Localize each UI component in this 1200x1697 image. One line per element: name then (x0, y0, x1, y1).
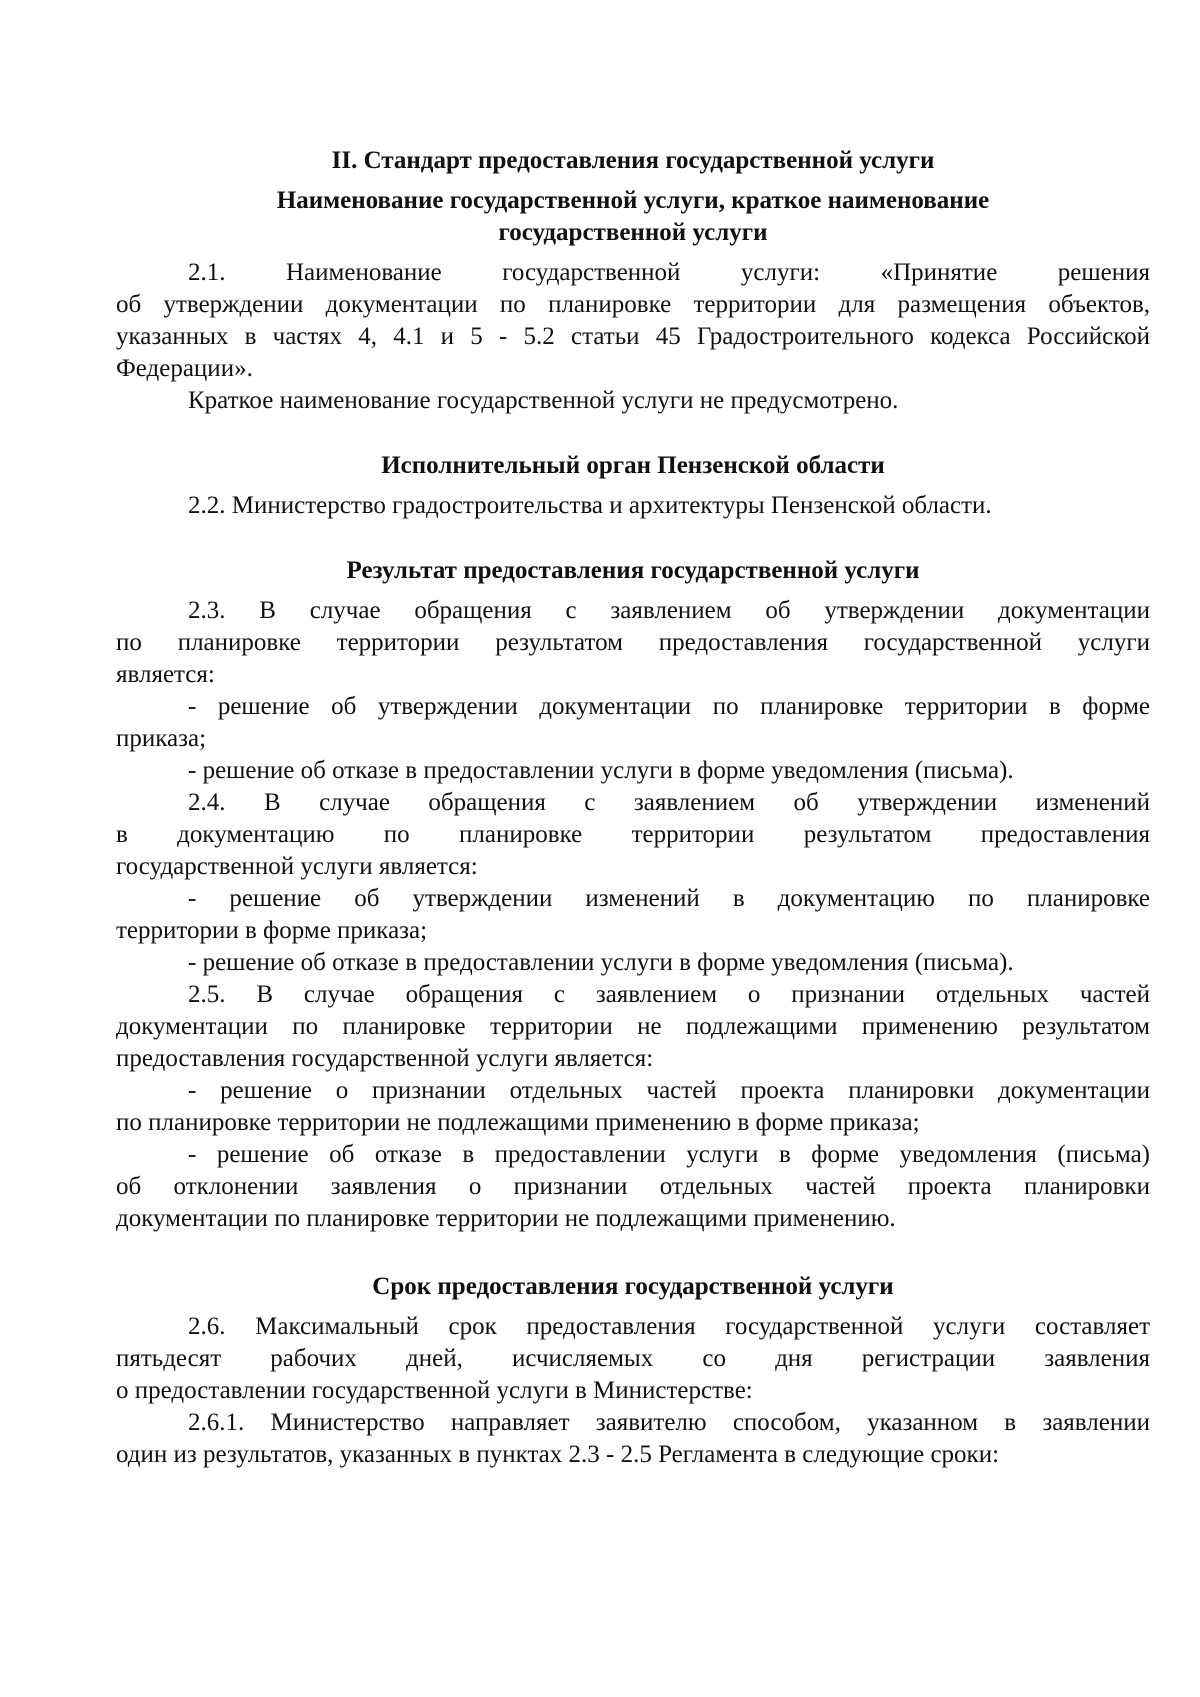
paragraph-2-4-line-3: государственной услуги является: (116, 853, 478, 880)
paragraph-2-4 (116, 787, 1150, 883)
paragraph-2-6-1-line-2: один из результатов, указанных в пунктах 2.3 - 2.5 Регламента в следующие сроки: (116, 1441, 1000, 1468)
paragraph-2-6-line-3: о предоставлении государственной услуги в Министерстве: (116, 1377, 753, 1404)
paragraph-2-4-item-a-line-1: - решение об утверждении изменений в документацию по планировке (188, 885, 1150, 912)
result-heading-text: Результат предоставления государственной услуги (346, 557, 920, 584)
paragraph-2-6 (116, 1311, 1150, 1407)
paragraph-2-5-line-2: документации по планировке территории не подлежащими применению результатом (116, 1013, 1150, 1040)
paragraph-2-3-item-a-line-1: - решение об утверждении документации по планировке территории в форме (188, 693, 1150, 720)
paragraph-2-6-1-line-1: 2.6.1. Министерство направляет заявителю способом, указанном в заявлении (188, 1409, 1150, 1436)
term-heading (116, 1271, 1150, 1303)
paragraph-2-2-text: 2.2. Министерство градостроительства и архитектуры Пензенской области. (188, 492, 992, 519)
paragraph-2-4-line-1: 2.4. В случае обращения с заявлением об утверждении изменений (188, 789, 1150, 816)
paragraph-2-6-1 (116, 1407, 1150, 1471)
document-content (116, 145, 1150, 1471)
paragraph-2-5-item-a (116, 1075, 1150, 1139)
paragraph-2-3-item-b-text: - решение об отказе в предоставлении услуги в форме уведомления (письма). (188, 757, 1014, 784)
paragraph-short-name-text: Краткое наименование государственной услуги не предусмотрено. (188, 387, 899, 414)
paragraph-2-1 (116, 257, 1150, 385)
service-name-heading-line-1: Наименование государственной услуги, краткое наименование (276, 187, 990, 214)
paragraph-2-5-item-b-line-2: об отклонении заявления о признании отдельных частей проекта планировки (116, 1173, 1150, 1200)
paragraph-2-6-line-1: 2.6. Максимальный срок предоставления государственной услуги составляет (188, 1313, 1150, 1340)
paragraph-2-4-item-a (116, 883, 1150, 947)
paragraph-2-6-line-2: пятьдесят рабочих дней, исчисляемых со дня регистрации заявления (116, 1345, 1150, 1372)
paragraph-2-4-item-b-text: - решение об отказе в предоставлении услуги в форме уведомления (письма). (188, 949, 1014, 976)
paragraph-2-1-line-4: Федерации». (116, 355, 253, 382)
paragraph-2-3-line-3: является: (116, 661, 215, 688)
paragraph-2-2 (116, 490, 1150, 522)
paragraph-2-5-line-3: предоставления государственной услуги является: (116, 1045, 654, 1072)
paragraph-2-1-line-3: указанных в частях 4, 4.1 и 5 - 5.2 статьи 45 Градостроительного кодекса Российской (116, 323, 1150, 350)
paragraph-2-5 (116, 979, 1150, 1075)
paragraph-2-5-item-a-line-2: по планировке территории не подлежащими применению в форме приказа; (116, 1109, 920, 1136)
executive-body-heading (116, 450, 1150, 482)
executive-body-heading-text: Исполнительный орган Пензенской области (381, 452, 885, 479)
paragraph-2-5-item-b (116, 1139, 1150, 1235)
paragraph-2-1-line-1: 2.1. Наименование государственной услуги: «Принятие решения (188, 259, 1150, 286)
paragraph-2-1-line-2: об утверждении документации по планировке территории для размещения объектов, (116, 291, 1150, 318)
service-name-heading (116, 185, 1150, 249)
paragraph-2-5-item-a-line-1: - решение о признании отдельных частей проекта планировки документации (188, 1077, 1150, 1104)
main-title (116, 145, 1150, 177)
paragraph-2-5-item-b-line-1: - решение об отказе в предоставлении услуги в форме уведомления (письма) (188, 1141, 1150, 1168)
service-name-heading-line-2: государственной услуги (498, 219, 768, 246)
paragraph-2-3-line-2: по планировке территории результатом предоставления государственной услуги (116, 629, 1150, 656)
paragraph-2-3 (116, 595, 1150, 691)
paragraph-2-4-item-a-line-2: территории в форме приказа; (116, 917, 428, 944)
paragraph-2-5-line-1: 2.5. В случае обращения с заявлением о признании отдельных частей (188, 981, 1150, 1008)
paragraph-2-3-item-a (116, 691, 1150, 755)
paragraph-2-4-line-2: в документацию по планировке территории результатом предоставления (116, 821, 1150, 848)
paragraph-short-name (116, 385, 1150, 417)
paragraph-2-4-item-b (116, 947, 1150, 979)
term-heading-text: Срок предоставления государственной услуги (372, 1273, 894, 1300)
paragraph-2-3-item-a-line-2: приказа; (116, 725, 207, 752)
paragraph-2-5-item-b-line-3: документации по планировке территории не подлежащими применению. (116, 1205, 896, 1232)
paragraph-2-3-line-1: 2.3. В случае обращения с заявлением об утверждении документации (188, 597, 1150, 624)
result-heading (116, 555, 1150, 587)
paragraph-2-3-item-b (116, 755, 1150, 787)
main-title-text: II. Стандарт предоставления государственной услуги (331, 147, 935, 174)
